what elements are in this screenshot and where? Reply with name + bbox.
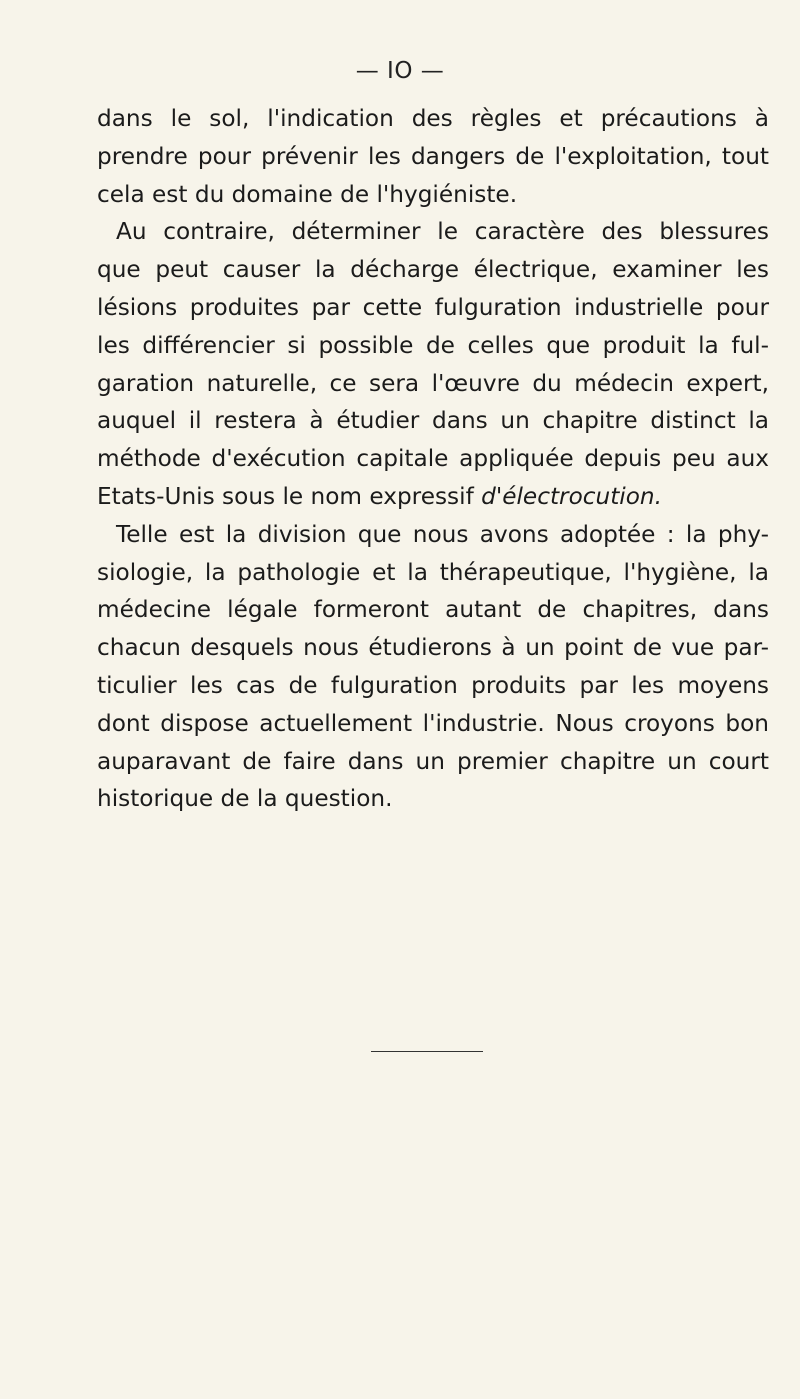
- text-line: historique de la question.: [97, 785, 393, 813]
- text-line: médecine légale formeront autant de chapitres, dans: [97, 596, 769, 624]
- page-number: — IO —: [355, 58, 445, 84]
- text-line: que peut causer la décharge électrique, examiner les: [97, 256, 769, 284]
- text-line: Telle est la division que nous avons adoptée : la phy-: [116, 520, 769, 548]
- text-line: garation naturelle, ce sera l'œuvre du médecin expert,: [97, 369, 769, 397]
- paragraph-1: [97, 100, 769, 213]
- text-line: méthode d'exécution capitale appliquée depuis peu aux: [97, 445, 769, 473]
- text-line: lésions produites par cette fulguration industrielle pour: [97, 293, 769, 321]
- text-line: ticulier les cas de fulguration produits par les moyens: [97, 671, 769, 699]
- text-line: auparavant de faire dans un premier chapitre un court: [97, 747, 769, 775]
- text-line: chacun desquels nous étudierons à un point de vue par-: [97, 634, 769, 662]
- text-line: siologie, la pathologie et la thérapeutique, l'hygiène, la: [97, 558, 769, 586]
- italic-term: d'électrocution.: [481, 482, 662, 510]
- paragraph-2: [97, 213, 769, 515]
- section-divider-rule: [371, 1051, 483, 1052]
- text-line: les différencier si possible de celles que produit la ful-: [97, 331, 769, 359]
- text-line: cela est du domaine de l'hygiéniste.: [97, 180, 518, 208]
- text-line: [97, 478, 769, 516]
- text-line: auquel il restera à étudier dans un chapitre distinct la: [97, 407, 769, 435]
- text-line: dans le sol, l'indication des règles et précautions à: [97, 105, 769, 132]
- text-line: Au contraire, déterminer le caractère des blessures: [116, 218, 769, 246]
- text-span: Etats-Unis sous le nom expressif: [97, 482, 482, 510]
- paragraph-3: [97, 516, 769, 818]
- text-line: dont dispose actuellement l'industrie. Nous croyons bon: [97, 709, 769, 737]
- body-text: [97, 100, 769, 818]
- text-line: prendre pour prévenir les dangers de l'exploitation, tout: [97, 142, 769, 170]
